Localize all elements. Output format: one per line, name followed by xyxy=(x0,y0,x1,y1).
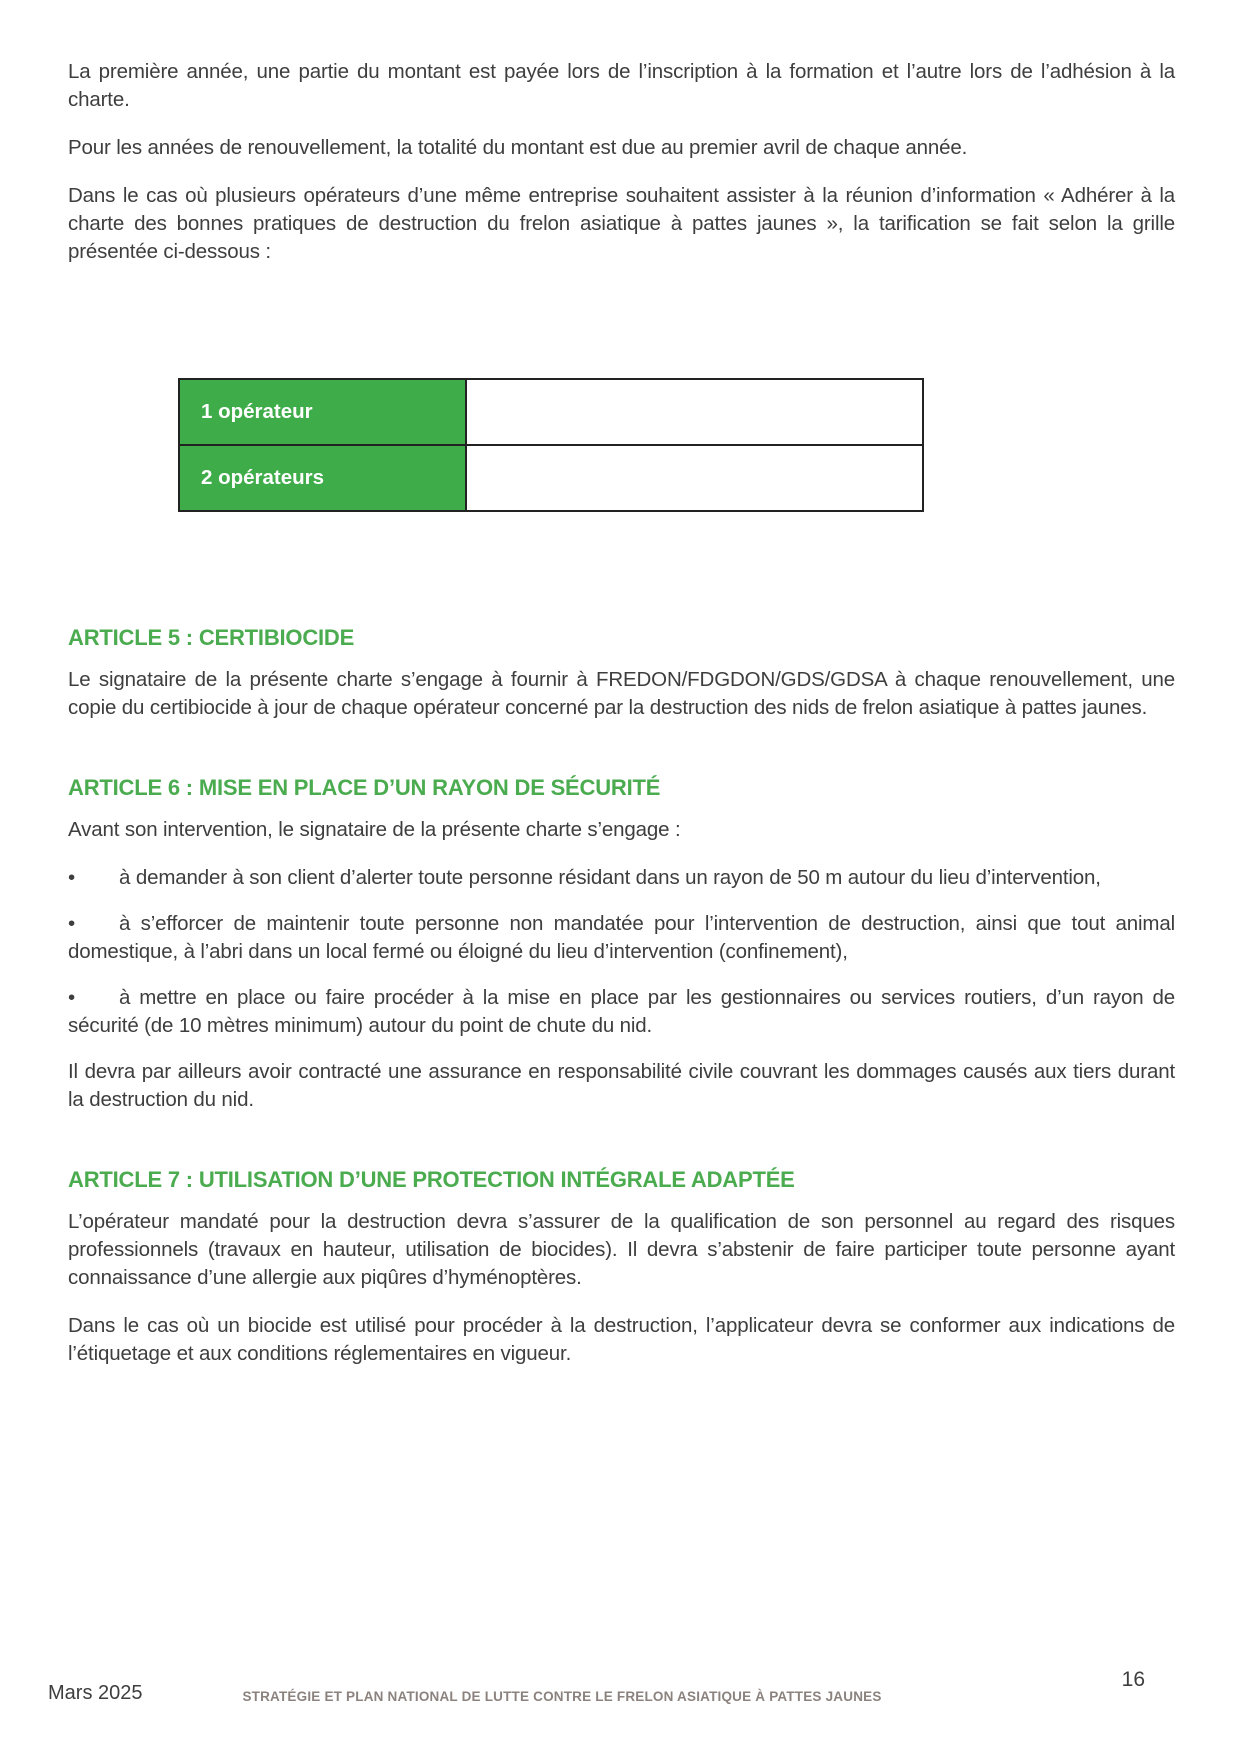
intro-paragraph-2: Pour les années de renouvellement, la totalité du montant est due au premier avril de chaque année. xyxy=(68,136,968,159)
table-row xyxy=(180,444,922,510)
article-6-intro: Avant son intervention, le signataire de la présente charte s’engage : xyxy=(68,818,681,841)
article-6-bullet-2 xyxy=(68,910,1175,966)
table-row xyxy=(180,380,922,444)
table-cell-label: 1 opérateur xyxy=(180,380,467,444)
bullet-marker: • xyxy=(68,866,76,889)
intro-paragraph-1: La première année, une partie du montant est payée lors de l’inscription à la formation et l’autre lors de l’adhésion à la charte. xyxy=(68,60,1175,111)
footer-date: Mars 2025 xyxy=(48,1682,143,1704)
article-7-paragraph-2: Dans le cas où un biocide est utilisé pour procéder à la destruction, l’applicateur devra se conformer aux indications de l’étiquetage et aux conditions réglementaires en vigueur. xyxy=(68,1314,1175,1365)
footer-page-number: 16 xyxy=(1121,1668,1145,1691)
page-content xyxy=(68,58,1175,1388)
article-7-heading: ARTICLE 7 : UTILISATION D’UNE PROTECTION INTÉGRALE ADAPTÉE xyxy=(68,1167,795,1192)
article-5-paragraph: Le signataire de la présente charte s’engage à fournir à FREDON/FDGDON/GDS/GDSA à chaque renouvellement, une copie du certibiocide à jour de chaque opérateur concerné par la destruction des nids de frelon asiatique à pattes jaunes. xyxy=(68,668,1175,719)
bullet-text: à mettre en place ou faire procéder à la mise en place par les gestionnaires ou services routiers, d’un rayon de sécurité (de 10 mètres minimum) autour du point de chute du nid. xyxy=(68,986,1175,1037)
bullet-text: à demander à son client d’alerter toute personne résidant dans un rayon de 50 m autour du lieu d’intervention, xyxy=(119,866,1101,889)
article-6-heading: ARTICLE 6 : MISE EN PLACE D’UN RAYON DE SÉCURITÉ xyxy=(68,775,661,800)
article-6-bullet-1 xyxy=(68,864,1175,892)
intro-paragraph-3: Dans le cas où plusieurs opérateurs d’une même entreprise souhaitent assister à la réunion d’information « Adhérer à la charte des bonnes pratiques de destruction du frelon asiatique à pattes jaunes », la tarification se fait selon la grille présentée ci-dessous : xyxy=(68,184,1175,263)
pricing-table xyxy=(178,378,924,512)
bullet-marker: • xyxy=(68,986,76,1009)
article-6-outro: Il devra par ailleurs avoir contracté une assurance en responsabilité civile couvrant les dommages causés aux tiers durant la destruction du nid. xyxy=(68,1060,1175,1111)
article-5-heading: ARTICLE 5 : CERTIBIOCIDE xyxy=(68,625,355,650)
bullet-text: à s’efforcer de maintenir toute personne non mandatée pour l’intervention de destruction, ainsi que tout animal domestique, à l’abri dans un local fermé ou éloigné du lieu d’intervention (confinement), xyxy=(68,912,1175,963)
article-6-bullet-3 xyxy=(68,984,1175,1040)
bullet-marker: • xyxy=(68,912,76,935)
footer-document-title: STRATÉGIE ET PLAN NATIONAL DE LUTTE CONTRE LE FRELON ASIATIQUE À PATTES JAUNES xyxy=(242,1689,882,1704)
article-7-paragraph-1: L’opérateur mandaté pour la destruction devra s’assurer de la qualification de son personnel au regard des risques professionnels (travaux en hauteur, utilisation de biocides). Il devra s’abstenir de faire participer toute personne ayant connaissance d’une allergie aux piqûres d’hyménoptères. xyxy=(68,1210,1175,1289)
table-cell-value xyxy=(467,380,922,444)
table-cell-value xyxy=(467,446,922,510)
table-cell-label: 2 opérateurs xyxy=(180,446,467,510)
